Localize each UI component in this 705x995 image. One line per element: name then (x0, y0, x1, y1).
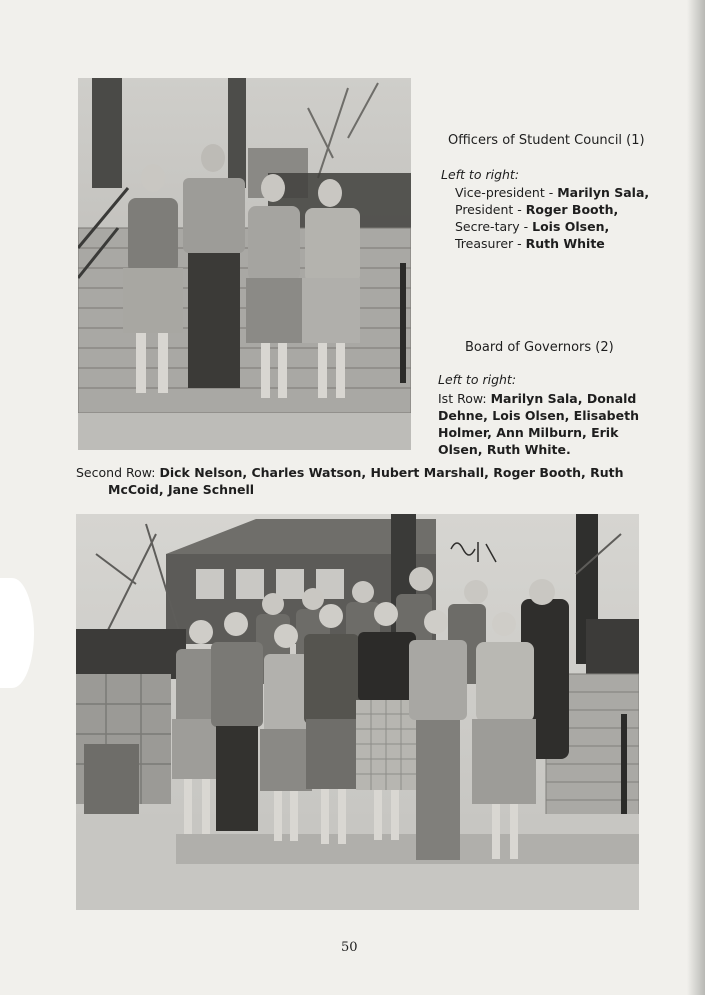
officers-caption-title: Officers of Student Council (1) (448, 133, 645, 148)
binding-shadow (687, 0, 705, 995)
president-label: President - (455, 202, 526, 217)
secretary-label: Secre-tary - (455, 219, 533, 234)
vp-name: Marilyn Sala, (557, 185, 650, 200)
board-second-row (76, 464, 646, 498)
punch-hole (0, 578, 34, 688)
vp-label: Vice-president - (455, 185, 558, 200)
treasurer-label: Treasurer - (455, 236, 526, 251)
board-caption-title: Board of Governors (2) (465, 340, 614, 355)
officers-names (455, 184, 650, 252)
board-photo (76, 514, 639, 910)
page-number: 50 (341, 940, 358, 955)
officers-left-to-right: Left to right: (441, 167, 520, 182)
board-row1-label: Ist Row: (438, 391, 491, 406)
board-row2-names-line2: McCoid, Jane Schnell (108, 482, 255, 497)
president-name: Roger Booth, (525, 202, 619, 217)
board-row2-names-line1: Dick Nelson, Charles Watson, Hubert Marshall, Roger Booth, Ruth (159, 465, 624, 480)
board-row1-names: Marilyn Sala, Donald Dehne, Lois Olsen, Elisabeth Holmer, Ann Milburn, Erik Olsen, Ruth White. (438, 391, 639, 457)
secretary-name: Lois Olsen, (532, 219, 610, 234)
board-left-to-right: Left to right: (438, 372, 517, 387)
board-row2-label: Second Row: (76, 465, 160, 480)
board-first-row (438, 390, 648, 458)
treasurer-name: Ruth White (525, 236, 605, 251)
officers-photo (78, 78, 411, 450)
